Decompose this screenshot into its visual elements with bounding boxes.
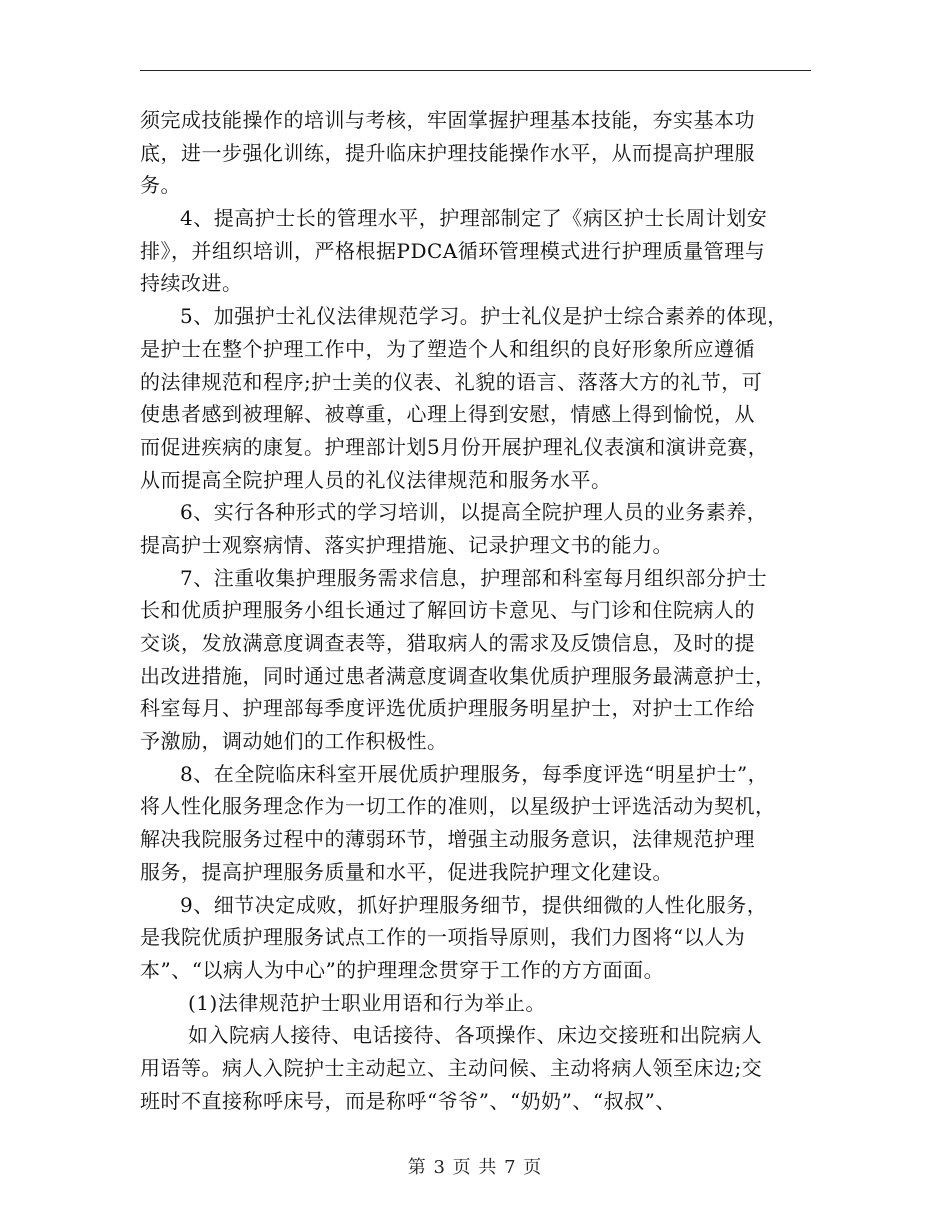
text-line: 本”、“以病人为中心”的护理理念贯穿于工作的方方面面。 (140, 957, 665, 982)
paragraph-6-start: 6、实行各种形式的学习培训，以提高全院护理人员的业务素养， (180, 500, 768, 525)
text-line: 予激励，调动她们的工作积极性。 (140, 729, 448, 754)
text-line: 而促进疾病的康复。护理部计划5月份开展护理礼仪表演和演讲竞赛， (140, 434, 769, 459)
text-line: 是我院优质护理服务试点工作的一项指导原则，我们力图将“以人为 (140, 925, 746, 950)
text-line: 交谈，发放满意度调查表等，猎取病人的需求及反馈信息，及时的提 (140, 631, 755, 655)
text-line: 长和优质护理服务小组长通过了解回访卡意见、与门诊和住院病人的 (140, 598, 755, 623)
paragraph-8-start: 8、在全院临床科室开展优质护理服务，每季度评选“明星护士”， (180, 761, 769, 786)
text-line: 排》，并组织培训，严格根据PDCA循环管理模式进行护理质量管理与 (140, 238, 766, 263)
text-line: 使患者感到被理解、被尊重，心理上得到安慰，情感上得到愉悦，从 (140, 402, 755, 427)
text-line: 持续改进。 (140, 271, 243, 296)
page-number-footer: 第 3 页 共 7 页 (407, 1157, 543, 1178)
text-line: 务。 (140, 173, 181, 198)
paragraph-4-start: 4、提高护士长的管理水平，护理部制定了《病区护士长周计划安 (180, 206, 768, 231)
text-line: 提高护士观察病情、落实护理措施、记录护理文书的能力。 (140, 532, 673, 557)
subheading-1: (1)法律规范护士职业用语和行为举止。 (188, 990, 546, 1015)
text-line: 的法律规范和程序;护士美的仪表、礼貌的语言、落落大方的礼节，可 (140, 369, 763, 394)
text-line: 是护士在整个护理工作中，为了塑造个人和组织的良好形象所应遵循 (140, 336, 755, 361)
text-line: 服务，提高护理服务质量和水平，促进我院护理文化建设。 (140, 859, 673, 884)
document-body (140, 104, 815, 1117)
text-line: 用语等。病人入院护士主动起立、主动问候、主动将病人领至床边;交 (140, 1055, 763, 1080)
text-line: 解决我院服务过程中的薄弱环节，增强主动服务意识，法律规范护理 (140, 827, 755, 852)
text-line: 科室每月、护理部每季度评选优质护理服务明星护士，对护士工作给 (140, 696, 755, 721)
text-line: 将人性化服务理念作为一切工作的准则，以星级护士评选活动为契机， (140, 794, 776, 819)
text-line: 出改进措施，同时通过患者满意度调查收集优质护理服务最满意护士， (140, 663, 776, 688)
header-rule (140, 70, 811, 71)
text-line: 从而提高全院护理人员的礼仪法律规范和服务水平。 (140, 467, 612, 492)
text-line: 班时不直接称呼床号，而是称呼“爷爷”、“奶奶”、“叔叔”、 (140, 1088, 676, 1113)
text-line: 底，进一步强化训练，提升临床护理技能操作水平，从而提高护理服 (140, 140, 755, 165)
paragraph-7-start: 7、注重收集护理服务需求信息，护理部和科室每月组织部分护士 (180, 565, 768, 590)
paragraph-5-start: 5、加强护士礼仪法律规范学习。护士礼仪是护士综合素养的体现， (180, 304, 788, 329)
text-line: 须完成技能操作的培训与考核，牢固掌握护理基本技能，夯实基本功 (140, 108, 755, 132)
paragraph-9-start: 9、细节决定成败，抓好护理服务细节，提供细微的人性化服务， (180, 892, 768, 917)
paragraph-start: 如入院病人接待、电话接待、各项操作、床边交接班和出院病人 (188, 1023, 762, 1048)
